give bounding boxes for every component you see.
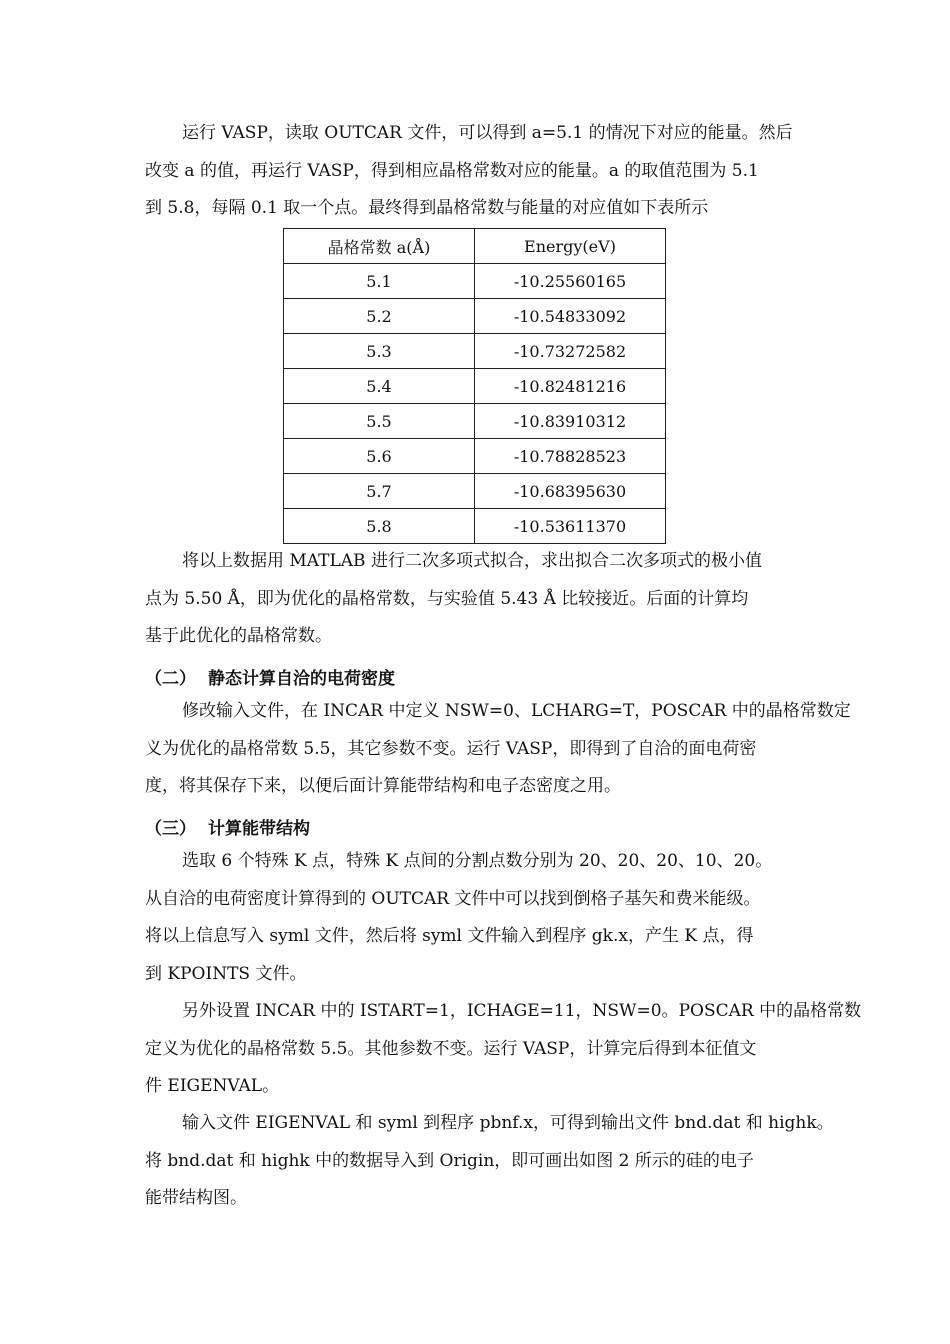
lattice-cell: 5.7 (284, 474, 475, 509)
energy-cell: -10.83910312 (475, 404, 666, 439)
section3-heading (145, 814, 310, 839)
header-energy: Energy(eV) (475, 229, 666, 264)
lattice-cell: 5.5 (284, 404, 475, 439)
section3-p2-line-2: 定义为优化的晶格常数 5.5。其他参数不变。运行 VASP，计算完后得到本征值文 (145, 1038, 757, 1059)
section3-p1-line-4: 到 KPOINTS 文件。 (145, 963, 307, 984)
energy-cell: -10.82481216 (475, 369, 666, 404)
section2-number: （二） (145, 669, 196, 689)
section3-paragraph-3 (145, 1105, 834, 1218)
intro-line-2: 改变 a 的值，再运行 VASP，得到相应晶格常数对应的能量。a 的取值范围为 5.1 (145, 160, 759, 181)
section3-p1-line-1: 选取 6 个特殊 K 点，特殊 K 点间的分割点数分别为 20、20、20、10、20。 (182, 851, 773, 871)
section3-p3-line-2: 将 bnd.dat 和 highk 中的数据导入到 Origin，即可画出如图 2 所示的硅的电子 (145, 1150, 754, 1171)
table-row (284, 439, 666, 474)
table-row (284, 404, 666, 439)
section2-heading (145, 664, 395, 689)
energy-cell: -10.54833092 (475, 299, 666, 334)
lattice-cell: 5.3 (284, 334, 475, 369)
table-header-row (284, 229, 666, 264)
energy-cell: -10.73272582 (475, 334, 666, 369)
table-row (284, 264, 666, 299)
fit-line-2: 点为 5.50 Å，即为优化的晶格常数，与实验值 5.43 Å 比较接近。后面的计算均 (145, 588, 749, 609)
table-row (284, 369, 666, 404)
intro-line-3: 到 5.8，每隔 0.1 取一个点。最终得到晶格常数与能量的对应值如下表所示 (145, 198, 709, 218)
section3-paragraph-1 (145, 843, 810, 993)
intro-paragraph (145, 115, 810, 228)
section3-p1-line-3: 将以上信息写入 syml 文件，然后将 syml 文件输入到程序 gk.x，产生 K 点，得 (145, 926, 754, 946)
table-row (284, 509, 666, 544)
lattice-cell: 5.6 (284, 439, 475, 474)
section3-p2-line-3: 件 EIGENVAL。 (145, 1076, 280, 1096)
energy-cell: -10.25560165 (475, 264, 666, 299)
energy-cell: -10.78828523 (475, 439, 666, 474)
section3-title: 计算能带结构 (208, 819, 310, 839)
section3-p3-line-1: 输入文件 EIGENVAL 和 syml 到程序 pbnf.x，可得到输出文件 bnd.dat 和 highk。 (182, 1113, 834, 1133)
section3-number: （三） (145, 819, 196, 839)
section3-paragraph-2 (145, 993, 862, 1106)
fit-line-3: 基于此优化的晶格常数。 (145, 626, 332, 646)
section2-title: 静态计算自洽的电荷密度 (208, 669, 395, 689)
lattice-energy-table (283, 228, 666, 544)
intro-line-1: 运行 VASP，读取 OUTCAR 文件，可以得到 a=5.1 的情况下对应的能量。然后 (182, 123, 793, 143)
lattice-cell: 5.2 (284, 299, 475, 334)
energy-cell: -10.68395630 (475, 474, 666, 509)
fit-line-1: 将以上数据用 MATLAB 进行二次多项式拟合，求出拟合二次多项式的极小值 (182, 551, 762, 571)
section2-line-2: 义为优化的晶格常数 5.5，其它参数不变。运行 VASP，即得到了自洽的面电荷密 (145, 738, 757, 759)
table-row (284, 334, 666, 369)
fit-paragraph (145, 543, 810, 656)
lattice-cell: 5.4 (284, 369, 475, 404)
header-lattice-constant: 晶格常数 a(Å) (284, 229, 475, 264)
section3-p3-line-3: 能带结构图。 (145, 1188, 247, 1208)
energy-cell: -10.53611370 (475, 509, 666, 544)
lattice-cell: 5.8 (284, 509, 475, 544)
section2-paragraph (145, 693, 851, 806)
section3-p2-line-1: 另外设置 INCAR 中的 ISTART=1，ICHAGE=11，NSW=0。POSCAR 中的晶格常数 (182, 1001, 862, 1021)
table-row (284, 299, 666, 334)
section2-line-3: 度，将其保存下来，以便后面计算能带结构和电子态密度之用。 (145, 776, 621, 796)
lattice-cell: 5.1 (284, 264, 475, 299)
section3-p1-line-2: 从自洽的电荷密度计算得到的 OUTCAR 文件中可以找到倒格子基矢和费米能级。 (145, 888, 761, 909)
section2-line-1: 修改输入文件，在 INCAR 中定义 NSW=0、LCHARG=T，POSCAR 中的晶格常数定 (182, 701, 851, 721)
table-row (284, 474, 666, 509)
